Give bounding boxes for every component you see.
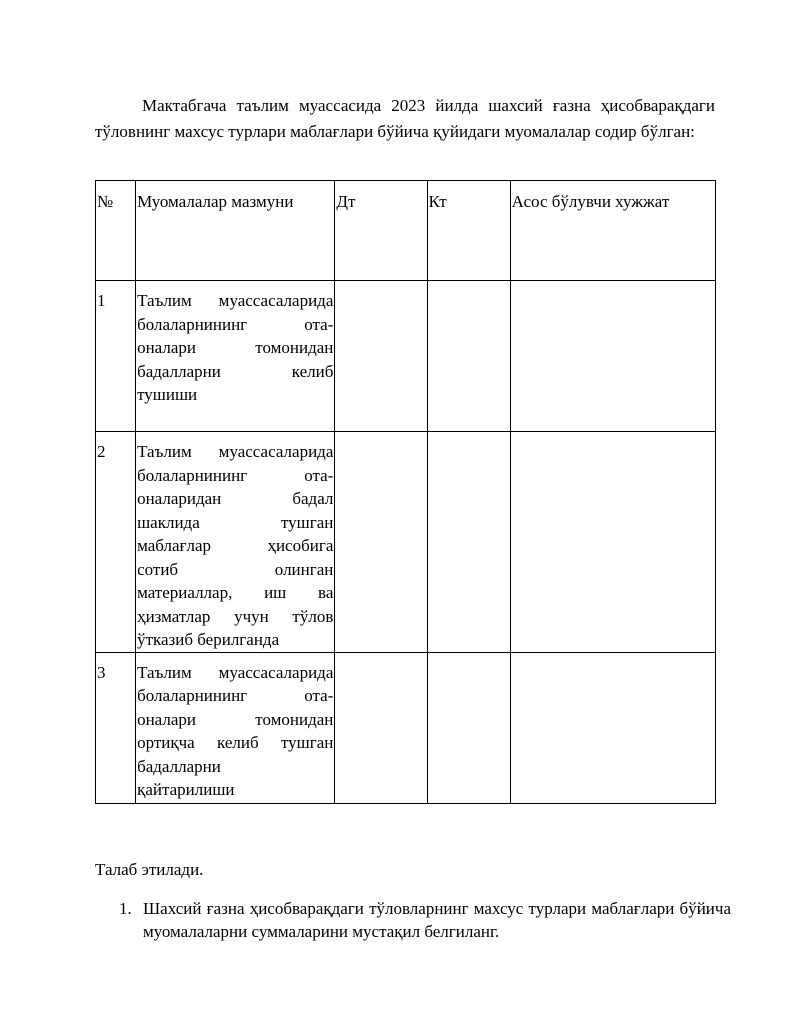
row-debit: [335, 281, 427, 432]
requirement-number: 1.: [119, 899, 132, 918]
operations-table: [95, 180, 716, 804]
row-number: 2: [96, 432, 136, 653]
row-debit: [335, 432, 427, 653]
header-credit: Кт: [427, 181, 510, 281]
requirement-item: [95, 897, 731, 943]
intro-paragraph: Мактабгача таълим муассасида 2023 йилда шахсий ғазна ҳисобварақдаги тўловнинг махсус турлари маблағлари бўйича қуйидаги муомалалар содир бўлган:: [95, 96, 715, 141]
requirement-text: Шахсий ғазна ҳисобварақдаги тўловларнинг махсус турлари маблағлари бўйича муомалаларни суммаларини мустақил белгиланг.: [143, 899, 731, 941]
table-row: [96, 281, 716, 432]
content-line: ҳизматлар учун тўлов: [137, 606, 334, 626]
content-line: Таълим муассасаларида: [137, 442, 334, 461]
requirements-list: [95, 897, 731, 943]
table-row: [96, 432, 716, 653]
row-credit: [427, 652, 510, 803]
content-line: болаларнининг ота-: [137, 314, 334, 334]
row-number: 1: [96, 281, 136, 432]
row-basis-document: [510, 281, 715, 432]
row-credit: [427, 432, 510, 653]
content-line: болаларнининг ота-: [137, 465, 334, 485]
content-line: маблағлар ҳисобига: [137, 536, 334, 555]
row-basis-document: [510, 432, 715, 653]
row-basis-document: [510, 652, 715, 803]
table-header-row: [96, 181, 716, 281]
content-line: оналари томонидан: [137, 709, 334, 729]
requirements-title: Талаб этилади.: [95, 860, 204, 879]
header-number: №: [96, 181, 136, 281]
content-line: ортиқча келиб тушган: [137, 733, 334, 752]
table-row: [96, 652, 716, 803]
row-credit: [427, 281, 510, 432]
header-content: Муомалалар мазмуни: [136, 181, 335, 281]
content-line: қайтарилиши: [137, 780, 235, 799]
content-line: оналаридан бадал: [137, 489, 334, 508]
header-debit: Дт: [335, 181, 427, 281]
content-line: сотиб олинган: [137, 559, 334, 579]
content-line: Таълим муассасаларида: [137, 662, 334, 682]
row-debit: [335, 652, 427, 803]
row-content: [136, 652, 335, 803]
header-basis-document: Асос бўлувчи хужжат: [510, 181, 715, 281]
content-line: материаллар, иш ва: [137, 583, 334, 602]
content-line: бадалларни: [137, 756, 221, 776]
row-number: 3: [96, 652, 136, 803]
content-line: шаклида тушган: [137, 512, 334, 532]
row-content: [136, 281, 335, 432]
content-line: оналари томонидан: [137, 338, 334, 357]
row-content: [136, 432, 335, 653]
content-line: болаларнининг ота-: [137, 686, 334, 705]
content-line: ўтказиб берилганда: [137, 630, 280, 649]
content-line: бадалларни келиб: [137, 361, 334, 381]
content-line: Таълим муассасаларида: [137, 291, 334, 310]
content-line: тушиши: [137, 385, 198, 404]
